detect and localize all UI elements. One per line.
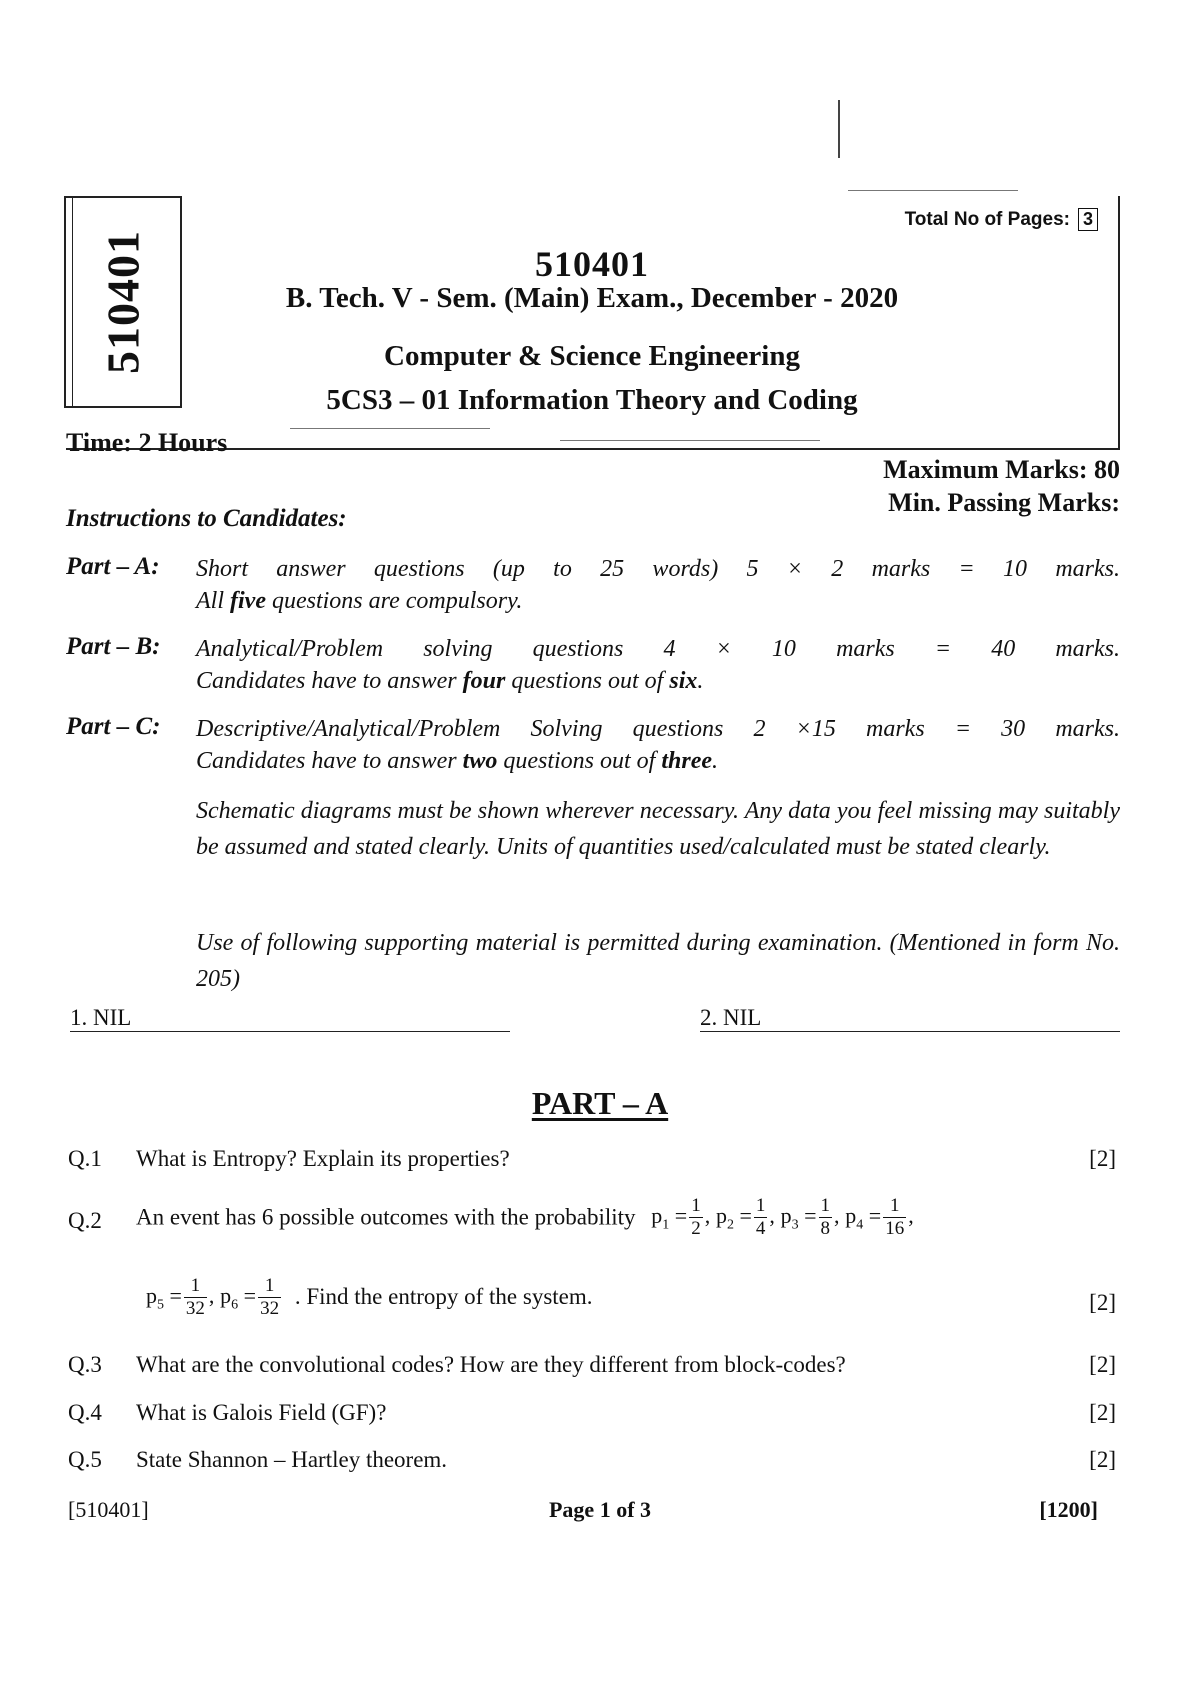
question-number: Q.2 (68, 1208, 102, 1233)
scan-dash (848, 190, 1018, 191)
part-c-label: Part – C: (66, 713, 161, 740)
probability-p5: $p_5$ = $\frac{1}{32}$ , (146, 1275, 215, 1319)
question-marks: [2] (1089, 1447, 1116, 1472)
total-pages-label: Total No of Pages: (904, 209, 1070, 230)
part-b-label: Part – B: (66, 633, 161, 660)
scan-mark (838, 100, 840, 158)
question-marks: [2] (1089, 1352, 1116, 1377)
part-a-line2: All five questions are compulsory. (196, 588, 523, 614)
exam-duration: Time: 2 Hours (66, 428, 228, 457)
question-number: Q.1 (68, 1146, 102, 1171)
part-c-instruction (196, 713, 1120, 777)
part-a-label: Part – A: (66, 553, 160, 580)
part-b-line2: Candidates have to answer four questions out of six. (196, 668, 704, 694)
material-item-2: 2. NIL (700, 1005, 1120, 1032)
part-a-instruction (196, 553, 1120, 617)
part-a-line1: Short answer questions (up to 25 words) 5 × 2 marks = 10 marks. (196, 556, 1120, 582)
general-note: Schematic diagrams must be shown wherever necessary. Any data you feel missing may suitably be assumed and stated clearly. Units of quantities used/calculated must be stated clearly. (196, 798, 1120, 860)
side-paper-code: 510401 (97, 230, 149, 374)
total-pages-value: 3 (1078, 208, 1098, 231)
part-c-line2: Candidates have to answer two questions out of three. (196, 748, 719, 774)
exam-title: B. Tech. V - Sem. (Main) Exam., December - 2020 (285, 282, 899, 314)
paper-code: 510401 (535, 244, 649, 284)
question-number: Q.5 (68, 1447, 102, 1472)
part-c-line1: Descriptive/Analytical/Problem Solving questions 2 ×15 marks = 30 marks. (196, 716, 1120, 742)
question-number: Q.4 (68, 1400, 102, 1425)
material-item-1: 1. NIL (70, 1005, 510, 1032)
probability-p6: $p_6$ = $\frac{1}{32}$ (220, 1275, 280, 1319)
probability-p4: $p_4$ = $\frac{1}{16}$ , (845, 1195, 914, 1239)
instructions-heading: Instructions to Candidates: (66, 505, 347, 532)
question-number: Q.3 (68, 1352, 102, 1377)
question-marks: [2] (1089, 1400, 1116, 1425)
min-passing-marks: Min. Passing Marks: (888, 488, 1120, 517)
question-text-q2: An event has 6 possible outcomes with the probability $p_1$ = $\frac{1}{2}$ , $p_2$ = $\frac{1}{4}$ , $p_3$ = $\frac{1}{8}$ , $p_4$ = $\frac{1}{16}$ , (136, 1195, 914, 1239)
question-marks: [2] (1089, 1290, 1116, 1315)
question-text: What is Galois Field (GF)? (136, 1400, 387, 1425)
total-pages (905, 208, 1098, 231)
maximum-marks: Maximum Marks: 80 (883, 455, 1120, 484)
section-title: PART – A (531, 1085, 669, 1121)
question-text: What is Entropy? Explain its properties? (136, 1146, 510, 1171)
question-text: State Shannon – Hartley theorem. (136, 1447, 448, 1472)
subject-name: 5CS3 – 01 Information Theory and Coding (326, 384, 858, 416)
question-marks: [2] (1089, 1146, 1116, 1171)
page-number: Page 1 of 3 (548, 1497, 652, 1522)
branch-name: Computer & Science Engineering (384, 340, 800, 372)
part-b-instruction (196, 633, 1120, 697)
footer-copies: [1200] (1039, 1497, 1098, 1522)
materials-note: Use of following supporting material is permitted during examination. (Mentioned in form No. 205) (196, 930, 1120, 992)
part-b-line1: Analytical/Problem solving questions 4 × 10 marks = 40 marks. (196, 636, 1120, 662)
probability-p1: $p_1$ = $\frac{1}{2}$ , (651, 1195, 711, 1239)
probability-p2: $p_2$ = $\frac{1}{4}$ , (715, 1195, 775, 1239)
question-text: What are the convolutional codes? How are they different from block-codes? (136, 1352, 846, 1377)
question-text-q2-cont: $p_5$ = $\frac{1}{32}$ , $p_6$ = $\frac{1}{32}$ . Find the entropy of the system. (146, 1275, 593, 1319)
footer-paper-code: [510401] (68, 1497, 149, 1522)
probability-p3: $p_3$ = $\frac{1}{8}$ , (780, 1195, 840, 1239)
